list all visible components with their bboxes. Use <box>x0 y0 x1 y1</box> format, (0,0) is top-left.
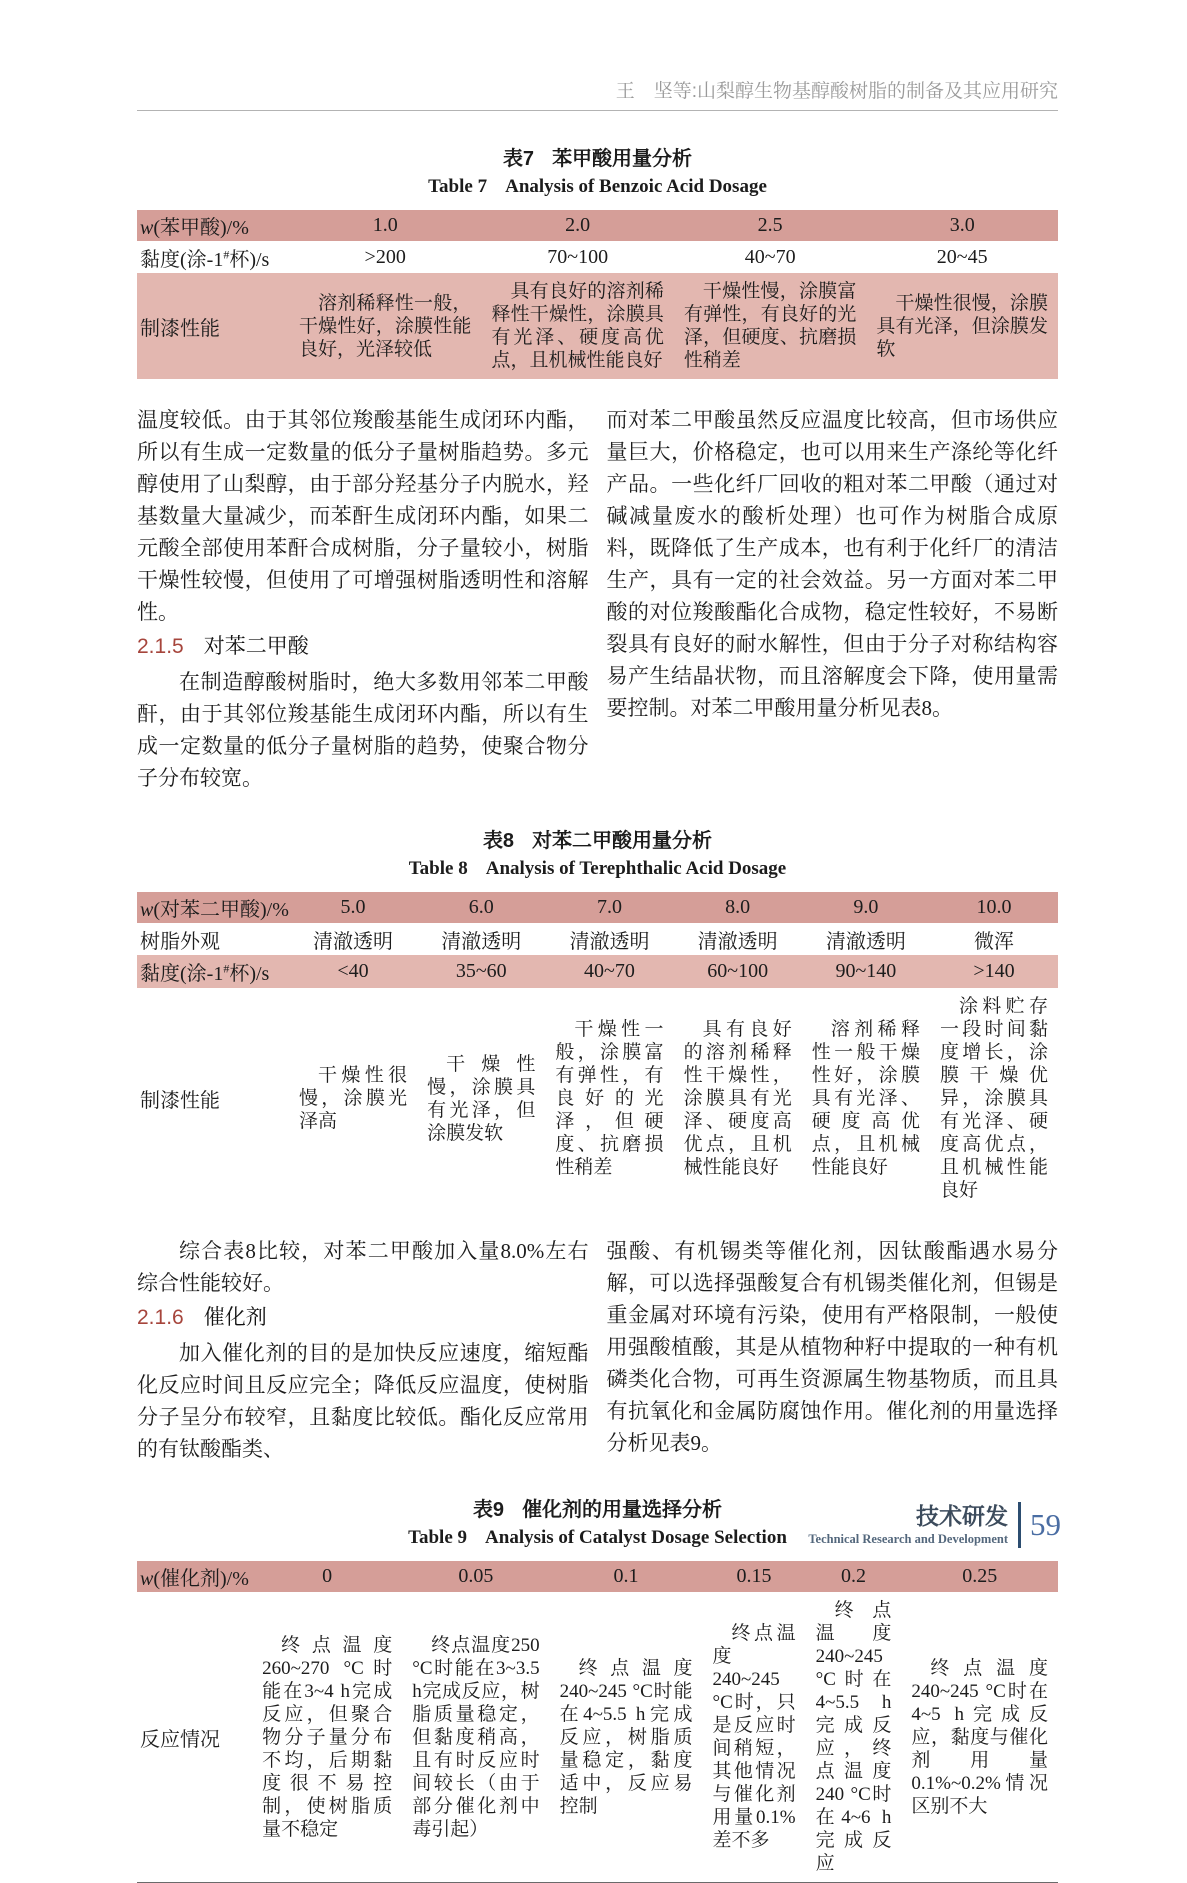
table-cell: >140 <box>930 955 1058 988</box>
section-heading-216 <box>137 1301 589 1335</box>
table-cell-label: 黏度(涂-1 <box>140 248 224 271</box>
table8-title-en <box>137 858 1058 880</box>
table-cell: 20~45 <box>866 241 1058 273</box>
table-cell: 制漆性能 <box>137 988 289 1209</box>
table-cell: 终点温度240~245 °C时，只是反应时间稍短，其他情况与催化剂用量0.1%差不多 <box>702 1592 805 1883</box>
page-number: 59 <box>1030 1507 1061 1542</box>
section-number: 2.1.6 <box>137 1306 184 1329</box>
footer-section-en: Technical Research and Development <box>808 1532 1008 1546</box>
table-cell: 0.1 <box>550 1561 703 1592</box>
text-column-right <box>607 404 1059 794</box>
table-cell: 5.0 <box>289 892 417 923</box>
table9 <box>137 1561 1058 1883</box>
table8-number-cn: 表8 <box>482 830 515 852</box>
table-cell <box>137 892 289 923</box>
table-cell: 40~70 <box>674 241 866 273</box>
superscript: # <box>223 246 230 261</box>
table-cell: 干燥性慢，涂膜富有弹性，有良好的光泽，但硬度、抗磨损性稍差 <box>674 273 866 379</box>
footer-section-cn: 技术研发 <box>916 1503 1008 1529</box>
section-number: 2.1.5 <box>137 635 184 658</box>
table-cell: 具有良好的溶剂稀释性干燥性，涂膜具有光泽、硬度高优点，且机械性能良好 <box>481 273 673 379</box>
table-cell: <40 <box>289 955 417 988</box>
table-cell-label: (对苯二甲酸)/% <box>153 899 289 921</box>
table-cell: 干燥性很慢，涂膜光泽高 <box>289 988 417 1209</box>
table-cell: 3.0 <box>866 210 1058 241</box>
table7-caption-cn: 苯甲酸用量分析 <box>552 148 693 170</box>
body-text-block-1 <box>137 404 1058 794</box>
table8-caption-en: Analysis of Terephthalic Acid Dosage <box>485 858 787 879</box>
table-cell: 8.0 <box>674 892 802 923</box>
table-row <box>137 1592 1058 1883</box>
table-cell-label: (催化剂)/% <box>153 1568 249 1590</box>
table-row <box>137 923 1058 955</box>
running-title: 王 坚等:山梨醇生物基醇酸树脂的制备及其应用研究 <box>615 81 1058 102</box>
table-cell: 0.15 <box>702 1561 805 1592</box>
table-cell: 1.0 <box>289 210 481 241</box>
table-cell: 10.0 <box>930 892 1058 923</box>
text-column-left <box>137 1235 589 1465</box>
table-cell: 2.5 <box>674 210 866 241</box>
table-cell: 清澈透明 <box>289 923 417 955</box>
footer-divider-bar <box>1018 1502 1021 1548</box>
section-heading-215 <box>137 630 589 664</box>
table-cell: 溶剂稀释性一般干燥性好，涂膜具有光泽、硬度高优点，且机械性能良好 <box>802 988 930 1209</box>
table-cell: 干燥性一般，涂膜富有弹性，有良好的光泽，但硬度、抗磨损性稍差 <box>545 988 673 1209</box>
paragraph: 强酸、有机锡类等催化剂，因钛酸酯遇水易分解，可以选择强酸复合有机锡类催化剂，但锡是重金属对环境有污染，使用有严格限制，一般使用强酸植酸，其是从植物种籽中提取的一种有机磷类化合物，可再生资源属生物基物质，而且具有抗氧化和金属防腐蚀作用。催化剂的用量选择分析见表9。 <box>606 1239 1058 1455</box>
table-cell: 60~100 <box>674 955 802 988</box>
variable-symbol: w <box>140 217 154 239</box>
variable-symbol: w <box>140 899 154 921</box>
table-cell: 9.0 <box>802 892 930 923</box>
variable-symbol: w <box>140 1568 154 1590</box>
table-row <box>137 241 1058 273</box>
table-cell: 终点温度250 °C时能在3~3.5 h完成反应，树脂质量稳定，但黏度稍高，且有时反应时间较长（由于部分催化剂中毒引起） <box>402 1592 549 1883</box>
text-column-right <box>607 1235 1059 1465</box>
table8-caption-cn: 对苯二甲酸用量分析 <box>532 830 713 852</box>
table-row <box>137 273 1058 379</box>
paragraph: 而对苯二甲酸虽然反应温度比较高，但市场供应量巨大，价格稳定，也可以用来生产涤纶等化纤产品。一些化纤厂回收的粗对苯二甲酸（通过对碱减量废水的酸析处理）也可作为树脂合成原料，既降低了生产成本，也有利于化纤厂的清洁生产，具有一定的社会效益。另一方面对苯二甲酸的对位羧酸酯化合成物，稳定性较好，不易断裂具有良好的耐水解性，但由于分子对称结构容易产生结晶状物，而且溶解度会下降，使用量需要控制。对苯二甲酸用量分析见表8。 <box>606 408 1058 720</box>
table-row <box>137 1561 1058 1592</box>
section-title: 对苯二甲酸 <box>203 635 309 658</box>
table9-number-en: Table 9 <box>408 1527 468 1548</box>
table-cell: 微浑 <box>930 923 1058 955</box>
text-column-left <box>137 404 589 794</box>
table-cell: 清澈透明 <box>802 923 930 955</box>
table-cell: 制漆性能 <box>137 273 289 379</box>
table7-number-cn: 表7 <box>502 148 535 170</box>
footer-section-labels <box>808 1503 1008 1547</box>
paragraph: 在制造醇酸树脂时，绝大多数用邻苯二甲酸酐，由于其邻位羧基能生成闭环内酯，所以有生成一定数量的低分子量树脂的趋势，使聚合物分子分布较宽。 <box>137 670 589 790</box>
table9-caption-cn: 催化剂的用量选择分析 <box>522 1499 723 1521</box>
table-cell: 90~140 <box>802 955 930 988</box>
table-cell: 40~70 <box>545 955 673 988</box>
header-rule <box>137 110 1058 111</box>
paragraph: 综合表8比较，对苯二甲酸加入量8.0%左右综合性能较好。 <box>137 1239 589 1295</box>
table8 <box>137 892 1058 1209</box>
table-cell: 溶剂稀释性一般，干燥性好，涂膜性能良好，光泽较低 <box>289 273 481 379</box>
superscript: # <box>223 961 230 976</box>
table-cell: 清澈透明 <box>545 923 673 955</box>
table-cell-label: 黏度(涂-1 <box>140 963 224 985</box>
table9-number-cn: 表9 <box>472 1499 505 1521</box>
table-cell-label: (苯甲酸)/% <box>153 217 249 239</box>
table7-caption-en: Analysis of Benzoic Acid Dosage <box>505 176 767 197</box>
table-cell: 7.0 <box>545 892 673 923</box>
table-cell: >200 <box>289 241 481 273</box>
table-cell-label: 杯)/s <box>229 248 270 271</box>
page-footer <box>808 1502 1061 1548</box>
table-row <box>137 988 1058 1209</box>
table-cell <box>137 210 289 241</box>
paragraph: 温度较低。由于其邻位羧酸基能生成闭环内酯，所以有生成一定数量的低分子量树脂趋势。多元醇使用了山梨醇，由于部分羟基分子内脱水，羟基数量大量减少，而苯酐生成闭环内酯，如果二元酸全部使用苯酐合成树脂，分子量较小，树脂干燥性较慢，但使用了可增强树脂透明性和溶解性。 <box>137 408 589 624</box>
table-cell: 6.0 <box>417 892 545 923</box>
table-cell: 终点温度240~245 °C时能在4~5.5 h完成反应，树脂质量稳定，黏度适中，反应易控制 <box>550 1592 703 1883</box>
table-cell <box>137 955 289 988</box>
table7-number-en: Table 7 <box>428 176 488 197</box>
table-cell: 35~60 <box>417 955 545 988</box>
table-cell: 0 <box>252 1561 402 1592</box>
table-cell <box>137 1561 252 1592</box>
table-cell: 反应情况 <box>137 1592 252 1883</box>
table7 <box>137 210 1058 379</box>
table-cell: 干燥性很慢，涂膜具有光泽，但涂膜发软 <box>866 273 1058 379</box>
table-cell: 涂料贮存一段时间黏度增长，涂膜干燥优异，涂膜具有光泽、硬度高优点，且机械性能良好 <box>930 988 1058 1209</box>
table-cell-label: 杯)/s <box>229 963 270 985</box>
table9-caption-en: Analysis of Catalyst Dosage Selection <box>485 1527 787 1548</box>
paragraph: 加入催化剂的目的是加快反应速度，缩短酯化反应时间且反应完全；降低反应温度，使树脂分子呈分布较窄，且黏度比较低。酯化反应常用的有钛酸酯类、 <box>137 1341 589 1461</box>
table-row <box>137 892 1058 923</box>
table8-title-cn <box>137 824 1058 853</box>
table-cell: 70~100 <box>481 241 673 273</box>
table-cell: 终点温度240~245 °C时在4~5.5 h完成反应，终点温度240 °C时在4~6 h完成反应 <box>806 1592 902 1883</box>
table-cell: 0.05 <box>402 1561 549 1592</box>
table-cell <box>137 241 289 273</box>
table-cell: 2.0 <box>481 210 673 241</box>
table-cell: 终点温度240~245 °C时在4~5 h完成反应，黏度与催化剂用量0.1%~0.2%情况区别不大 <box>901 1592 1058 1883</box>
table-cell: 具有良好的溶剂稀释性干燥性，涂膜具有光泽、硬度高优点，且机械性能良好 <box>674 988 802 1209</box>
table7-title-cn <box>137 142 1058 171</box>
table-cell: 0.25 <box>901 1561 1058 1592</box>
table-row <box>137 955 1058 988</box>
table-cell: 清澈透明 <box>417 923 545 955</box>
table8-number-en: Table 8 <box>408 858 468 879</box>
table-cell: 树脂外观 <box>137 923 289 955</box>
table-cell: 0.2 <box>806 1561 902 1592</box>
table-cell: 干燥性慢，涂膜具有光泽，但涂膜发软 <box>417 988 545 1209</box>
table-cell: 清澈透明 <box>674 923 802 955</box>
table7-title-en <box>137 176 1058 198</box>
body-text-block-2 <box>137 1235 1058 1465</box>
table-cell: 终点温度260~270 °C时能在3~4 h完成反应，但聚合物分子量分布不均，后期黏度很不易控制，使树脂质量不稳定 <box>252 1592 402 1883</box>
section-title: 催化剂 <box>203 1306 267 1329</box>
table-row <box>137 210 1058 241</box>
